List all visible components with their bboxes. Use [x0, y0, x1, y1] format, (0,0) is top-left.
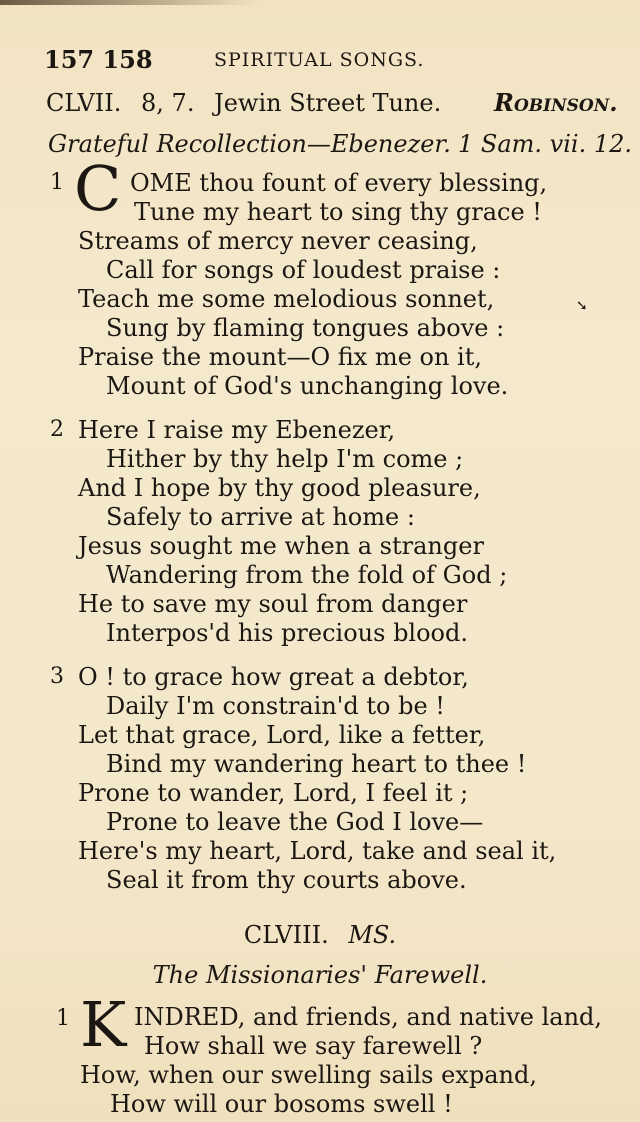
- ink-mark: ➘: [576, 298, 588, 314]
- verse-line: Wandering from the fold of God ;: [106, 561, 508, 589]
- stanza-1-number: 1: [50, 170, 64, 195]
- verse-line: He to save my soul from danger: [78, 590, 468, 618]
- dropcap-k: K: [80, 988, 127, 1061]
- verse-line: How shall we say farewell ?: [144, 1032, 483, 1060]
- hymn-157-tune: Jewin Street Tune.: [214, 89, 442, 117]
- stanza-1-number: 1: [56, 1006, 70, 1031]
- verse-line: OME thou fount of every blessing,: [130, 169, 548, 197]
- page-edge-shadow: [0, 0, 260, 5]
- verse-line: Sung by flaming tongues above :: [106, 314, 505, 342]
- running-title: SPIRITUAL SONGS.: [214, 49, 425, 71]
- verse-line: Prone to wander, Lord, I feel it ;: [78, 779, 469, 807]
- verse-line: How will our bosoms swell !: [110, 1090, 453, 1118]
- hymn-158-tune: MS.: [348, 921, 397, 949]
- verse-line: Bind my wandering heart to thee !: [106, 750, 527, 778]
- verse-line: Prone to leave the God I love—: [106, 808, 484, 836]
- verse-line: Here's my heart, Lord, take and seal it,: [78, 837, 557, 865]
- hymn-157-subject-line: [48, 129, 632, 159]
- verse-line: Hither by thy help I'm come ;: [106, 445, 464, 473]
- hymn-158-heading: [0, 920, 640, 950]
- verse-line: Streams of mercy never ceasing,: [78, 227, 478, 255]
- hymn-157-scripture: 1 Sam. vii. 12.: [458, 130, 632, 158]
- page-numbers: 157 158: [44, 45, 153, 74]
- verse-line: Mount of God's unchanging love.: [106, 372, 509, 400]
- stanza-3-number: 3: [50, 664, 64, 689]
- verse-line: Daily I'm constrain'd to be !: [106, 692, 445, 720]
- hymn-157-number: CLVII.: [46, 89, 122, 117]
- verse-line: O ! to grace how great a debtor,: [78, 663, 469, 691]
- stanza-2-number: 2: [50, 417, 64, 442]
- verse-line: Jesus sought me when a stranger: [78, 532, 484, 560]
- verse-line: INDRED, and friends, and native land,: [134, 1003, 603, 1031]
- verse-line: Seal it from thy courts above.: [106, 866, 467, 894]
- hymn-158-subject: The Missionaries' Farewell.: [152, 961, 488, 989]
- verse-line: Safely to arrive at home :: [106, 503, 415, 531]
- hymn-157-subject: Grateful Recollection—Ebenezer.: [48, 130, 451, 158]
- hymn-157-meter: 8, 7.: [141, 89, 195, 117]
- verse-line: Interpos'd his precious blood.: [106, 619, 468, 647]
- verse-line: Praise the mount—O fix me on it,: [78, 343, 483, 371]
- verse-line: Call for songs of loudest praise :: [106, 256, 501, 284]
- verse-line: Teach me some melodious sonnet,: [78, 285, 495, 313]
- hymn-157-author: Robinson.: [494, 88, 618, 117]
- running-header: [44, 44, 604, 76]
- dropcap-c: C: [74, 152, 122, 225]
- verse-line: And I hope by thy good pleasure,: [78, 474, 481, 502]
- verse-line: Let that grace, Lord, like a fetter,: [78, 721, 486, 749]
- verse-line: Tune my heart to sing thy grace !: [134, 198, 542, 226]
- verse-line: How, when our swelling sails expand,: [80, 1061, 537, 1089]
- hymn-158-number: CLVIII.: [243, 921, 329, 949]
- hymn-157-heading: [46, 88, 626, 118]
- verse-line: Here I raise my Ebenezer,: [78, 416, 396, 444]
